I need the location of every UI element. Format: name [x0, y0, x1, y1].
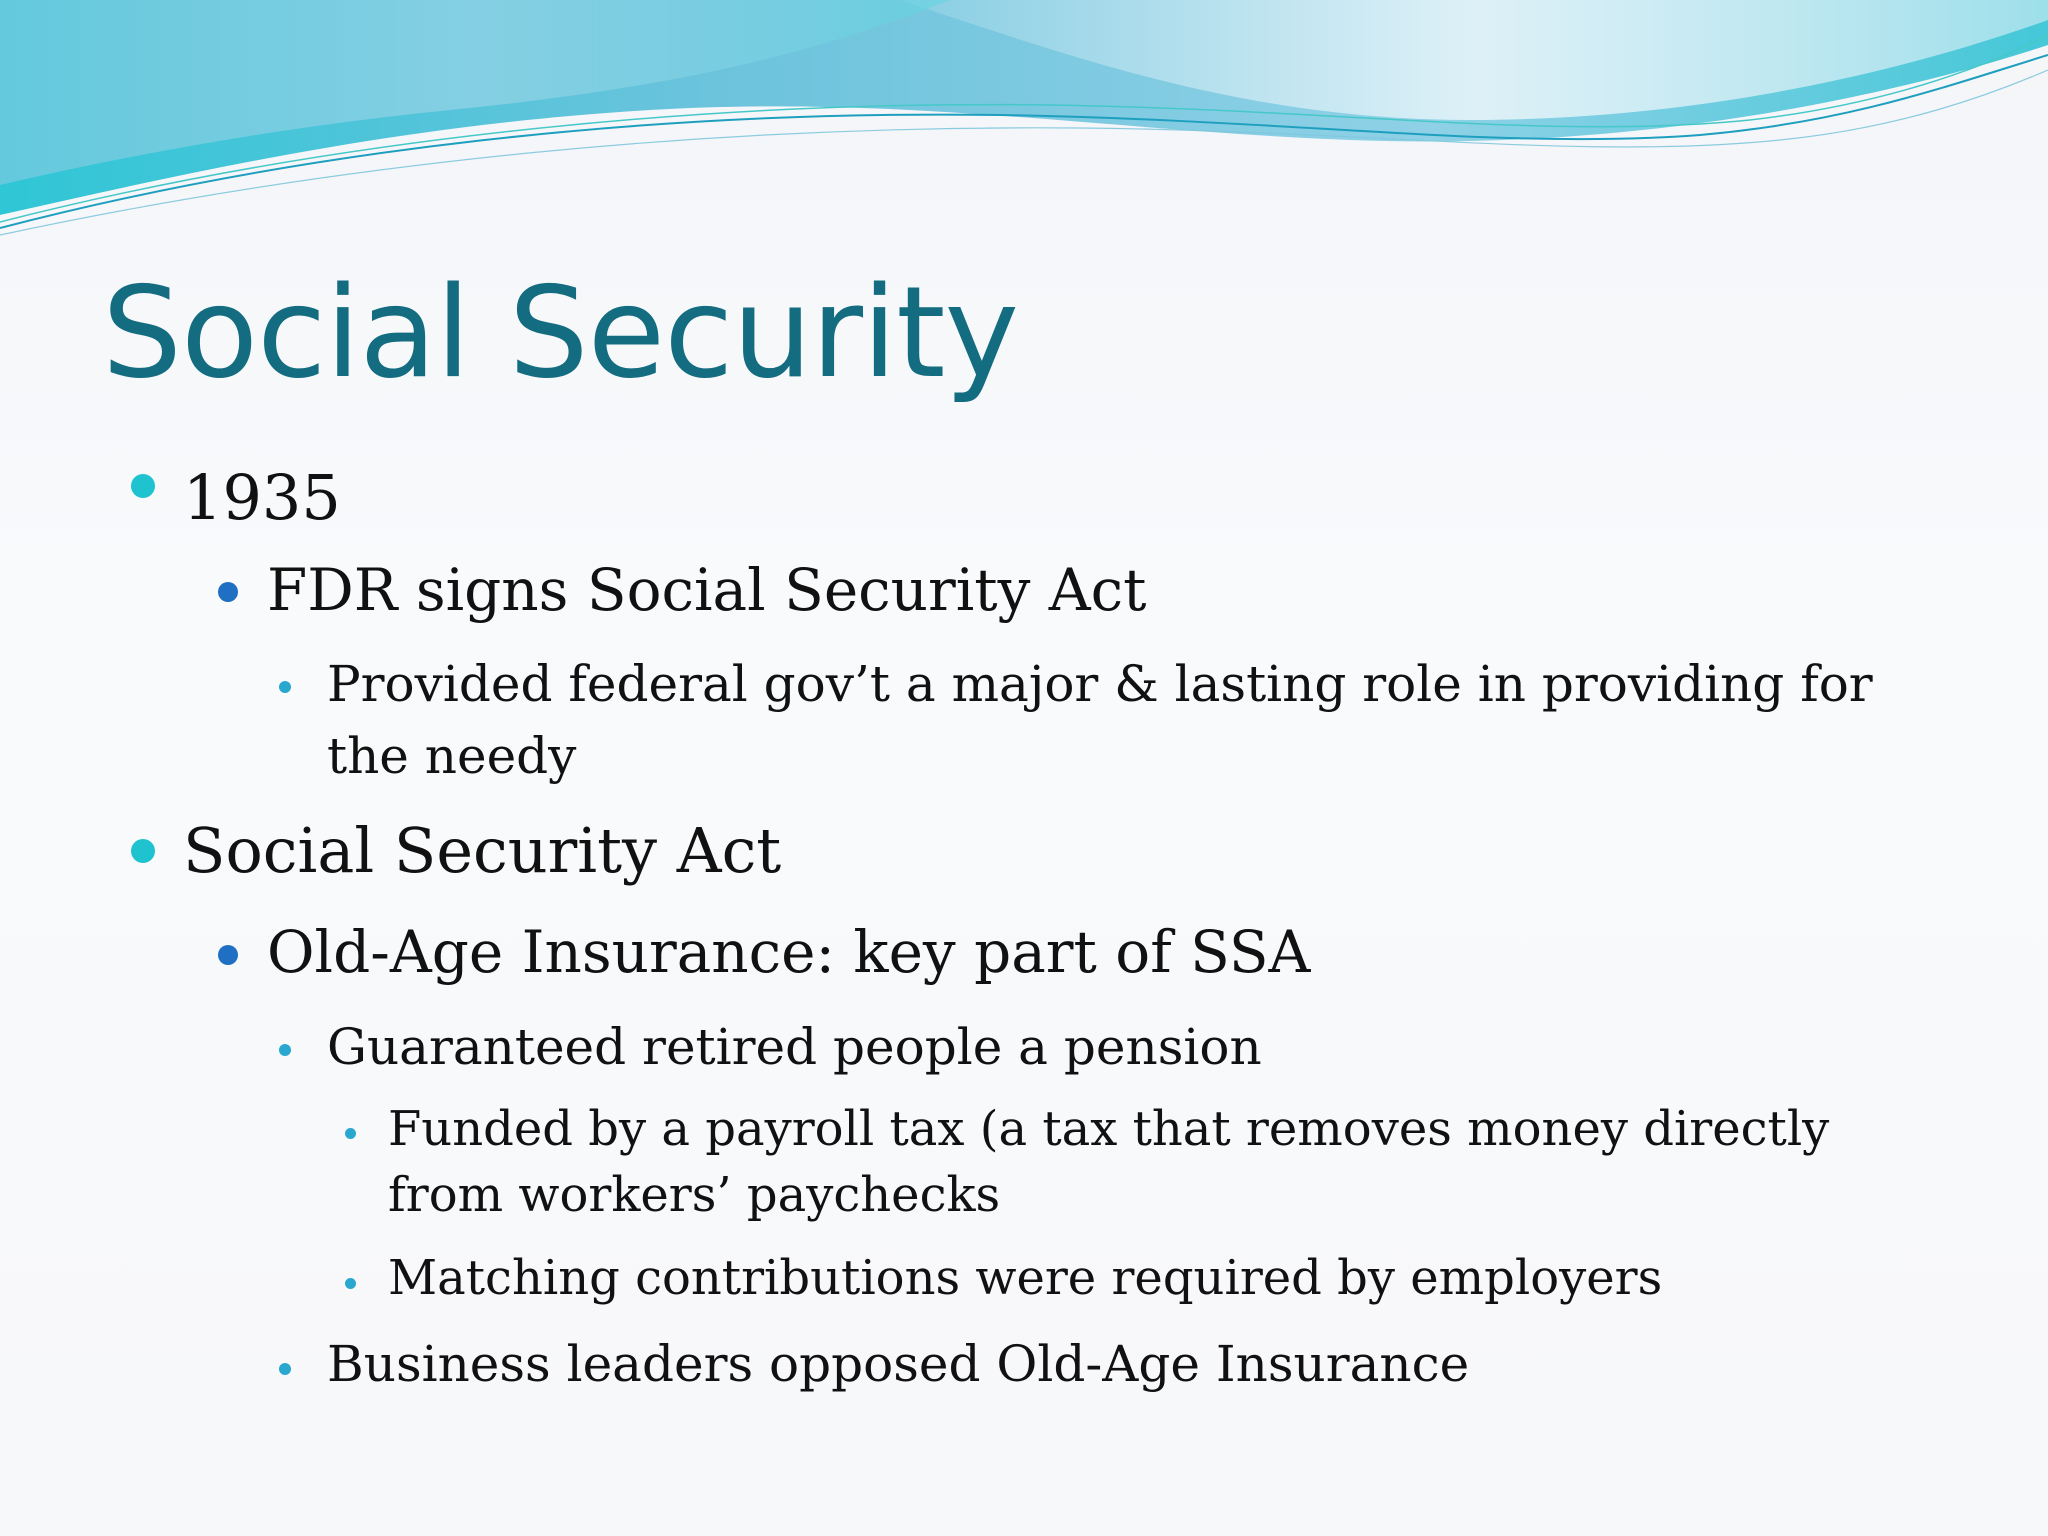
bullet-text: FDR signs Social Security Act — [267, 556, 1147, 624]
bullet-level2-icon — [218, 945, 238, 965]
bullet-text: Business leaders opposed Old-Age Insurance — [327, 1335, 1470, 1393]
header-wave-decoration — [0, 0, 2048, 240]
bullet-level3-icon — [279, 1044, 291, 1056]
bullet-text: Funded by a payroll tax (a tax that removes money directly — [388, 1101, 1830, 1157]
slide-title: Social Security — [102, 259, 1019, 406]
bullet-text: Provided federal gov’t a major & lasting role in providing for — [327, 655, 1873, 713]
bullet-level3-icon — [279, 1363, 291, 1375]
bullet-text: 1935 — [183, 461, 341, 534]
bullet-level3-icon — [279, 681, 291, 693]
bullet-text-continued: from workers’ paychecks — [388, 1167, 1001, 1223]
bullet-level4-icon — [345, 1278, 356, 1289]
bullet-level2-icon — [218, 582, 238, 602]
bullet-text: Guaranteed retired people a pension — [327, 1018, 1262, 1076]
bullet-text-continued: the needy — [327, 727, 577, 785]
bullet-text: Matching contributions were required by employers — [388, 1250, 1663, 1306]
bullet-level1-icon — [131, 474, 155, 498]
bullet-text: Old-Age Insurance: key part of SSA — [267, 918, 1311, 986]
bullet-level1-icon — [131, 839, 155, 863]
bullet-text: Social Security Act — [183, 814, 782, 887]
bullet-level4-icon — [345, 1128, 356, 1139]
